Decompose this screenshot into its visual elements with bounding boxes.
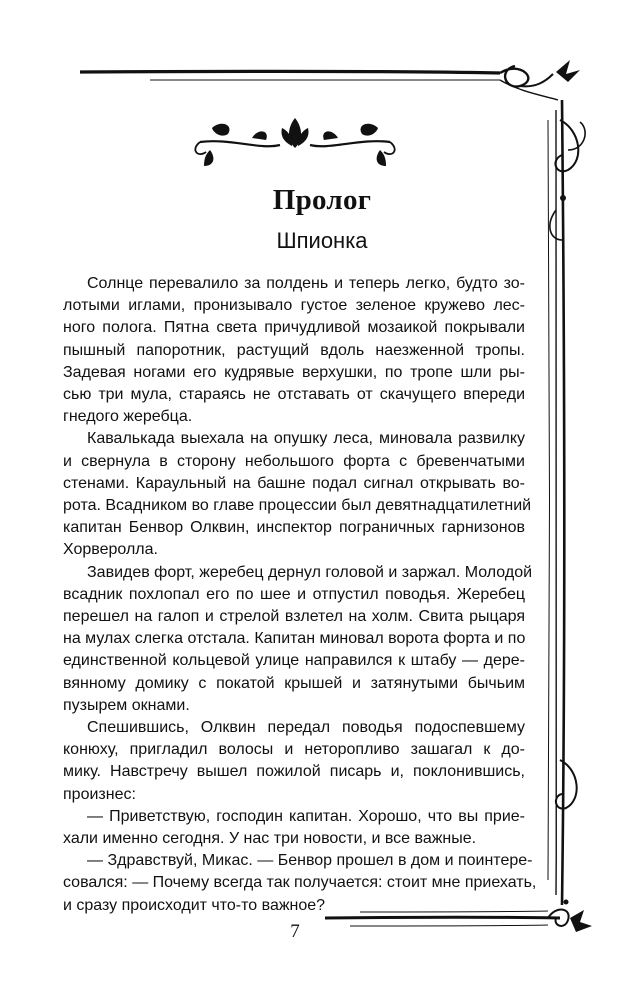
text-line: — Здравствуй, Микас. — Бенвор прошел в дом и поинтере- — [87, 852, 533, 870]
paragraph — [63, 806, 525, 850]
text-line: капитан Бенвор Олквин, инспектор пограничных гарнизонов — [63, 519, 525, 537]
right-swirl-bottom — [556, 760, 577, 809]
text-line: и свернула в сторону небольшого форта с бревенчатыми — [63, 452, 525, 470]
text-line: рота. Всадником во главе процессии был девятнадцатилетний — [63, 497, 532, 515]
text-line: Завидев форт, жеребец дернул головой и заржал. Молодой — [87, 563, 533, 581]
text-line: перешел на галоп и стрелой взлетел на холм. Свита рыцаря — [63, 608, 525, 626]
text-line: Кавалькада выехала на опушку леса, миновала развилку — [87, 430, 525, 448]
chapter-title: Пролог — [272, 184, 372, 216]
text-line: гнедого жеребца. — [63, 408, 193, 426]
text-line: мику. Навстречу вышел пожилой писарь и, поклонившись, — [63, 763, 525, 781]
text-line: пышный папоротник, растущий вдоль наезженной тропы. — [63, 341, 525, 359]
text-line: вянному домику с покатой крышей и затянутыми бычьим — [63, 674, 525, 692]
bottom-rule-line — [325, 917, 560, 918]
text-line: пузырем окнами. — [63, 696, 190, 714]
paragraph — [63, 428, 532, 561]
header-ornament — [195, 118, 394, 166]
text-line: стенами. Караульный на башне подал сигнал открывать во- — [63, 474, 525, 492]
text-line: ного полога. Пятна света причудливой мозаикой покрывали — [63, 319, 525, 337]
text-line: на мулах слегка отстала. Капитан миновал ворота форта и по — [63, 630, 526, 648]
body-text — [63, 273, 537, 917]
text-line: совался: — Почему всегда так получается: стоит мне приехать, — [63, 874, 537, 892]
right-swirl-top — [555, 120, 578, 171]
leaf-icon — [556, 60, 580, 82]
paragraph — [63, 273, 525, 428]
text-line: единственной кольцевой улице направился к штабу — дере- — [63, 652, 525, 670]
text-line: сью три мула, стараясь не отставать от скачущего впереди — [63, 386, 525, 404]
text-line: Солнце перевалило за полдень и теперь легко, будто зо- — [87, 275, 525, 292]
text-line: Спешившись, Олквин передал поводья подоспевшему — [87, 719, 525, 737]
right-rule-line — [562, 100, 564, 905]
text-line: хали именно сегодня. У нас три новости, и все важные. — [63, 830, 477, 848]
text-line: и сразу происходит что-то важное? — [63, 896, 326, 914]
text-line: конюху, пригладил волосы и неторопливо зашагал к до- — [63, 741, 525, 759]
chapter-subtitle: Шпионка — [276, 228, 368, 253]
paragraph — [63, 562, 533, 717]
paragraph — [63, 850, 537, 917]
corner-flourish-top — [500, 66, 528, 87]
text-line: произнес: — [63, 785, 136, 803]
top-rule-line — [80, 71, 500, 73]
paragraph — [63, 717, 525, 806]
text-line: — Приветствую, господин капитан. Хорошо, что вы прие- — [87, 807, 525, 825]
page-number: 7 — [290, 921, 300, 942]
text-line: Хорверолла. — [63, 541, 158, 559]
text-line: лотыми иглами, пронизывало густое зеленое кружево лес- — [63, 297, 525, 315]
text-line: всадник похлопал его по шее и отпустил поводья. Жеребец — [63, 585, 525, 603]
text-line: Задевая ногами его кудрявые верхушки, по тропе шли ры- — [63, 363, 525, 381]
